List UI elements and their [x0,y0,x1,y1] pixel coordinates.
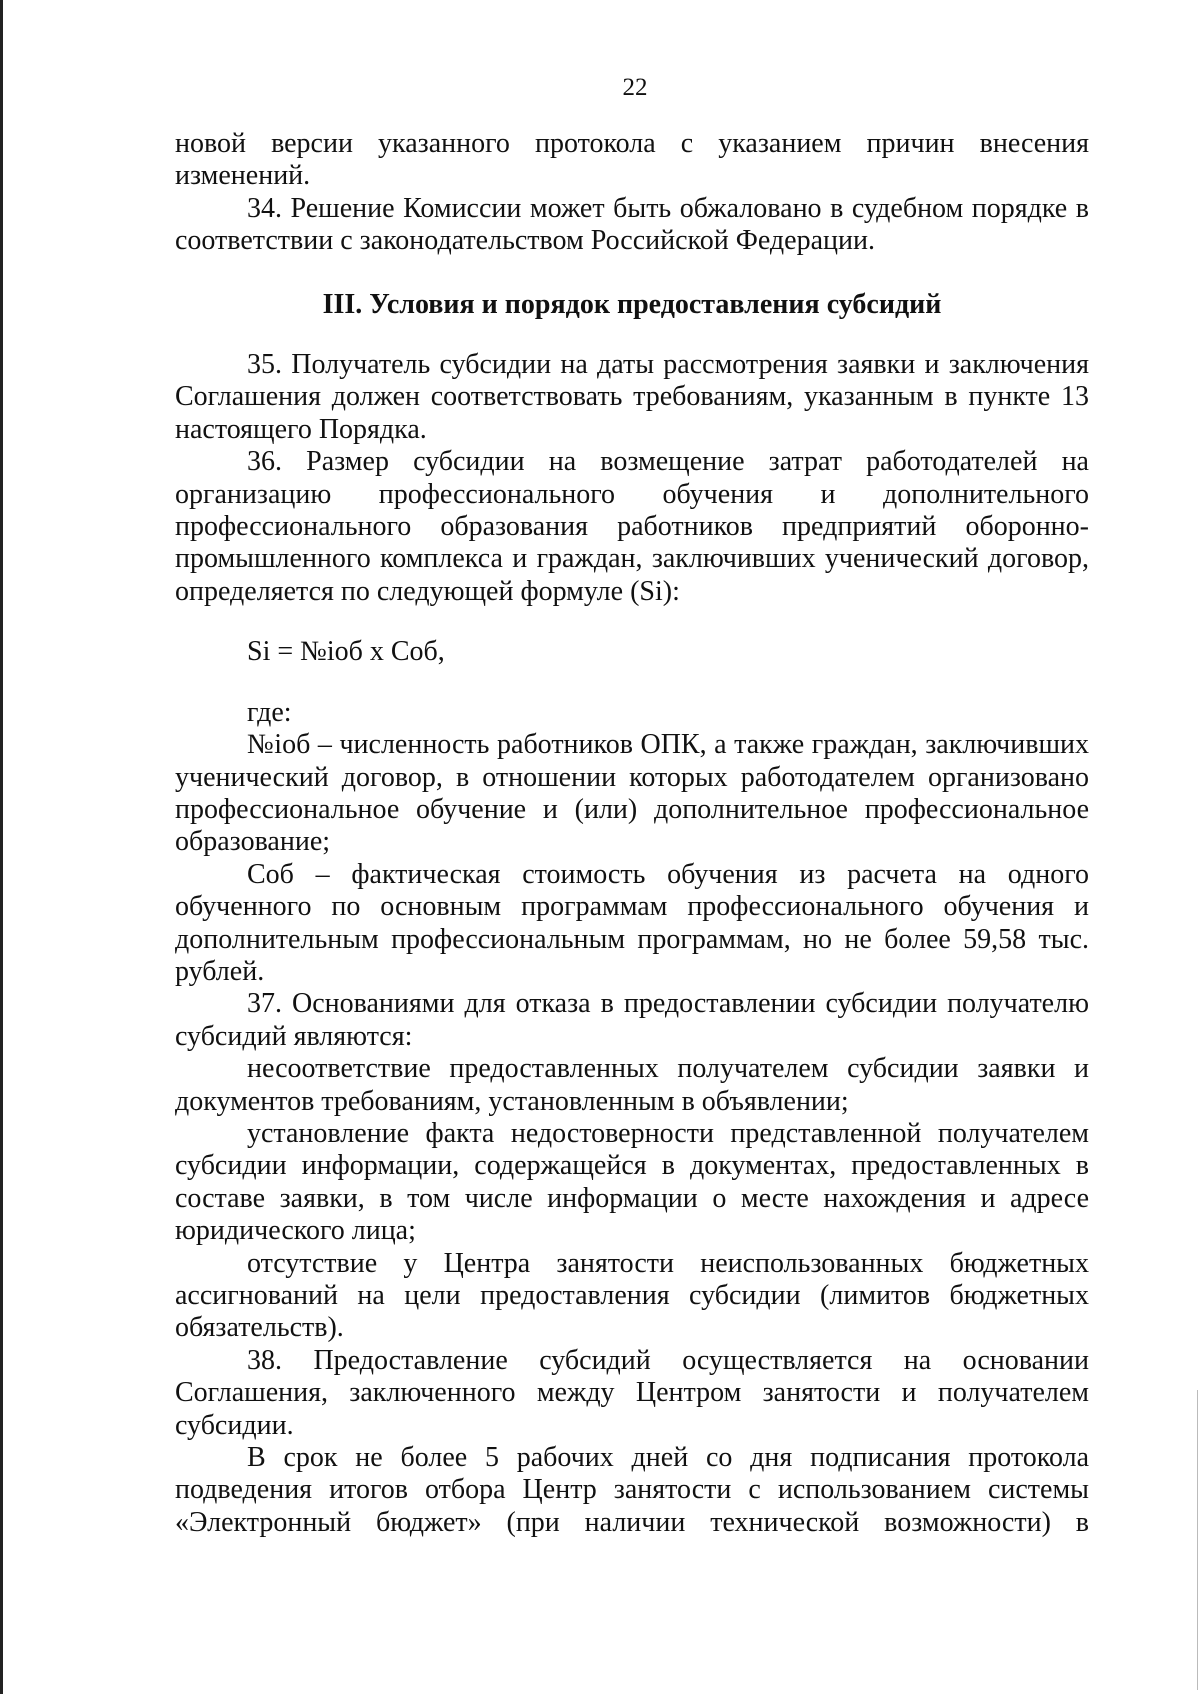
paragraph-37: 37. Основаниями для отказа в предоставлении субсидии получателю субсидий являются: [175,988,1089,1052]
paragraph-36: 36. Размер субсидии на возмещение затрат работодателей на организацию профессионального обучения и дополнительного профессионального образования работников предприятий оборонно-промышленного комплекса и граждан, заключивших ученический договор, определяется по следующей формуле (Si): [175,446,1089,607]
paragraph-37-item-3: отсутствие у Центра занятости неиспользованных бюджетных ассигнований на цели предоставления субсидии (лимитов бюджетных обязательств). [175,1247,1089,1344]
formula: Si = №iоб х Cоб, [247,636,445,668]
section-heading: III. Условия и порядок предоставления субсидий [322,288,942,320]
paragraph-37-item-2: установление факта недостоверности представленной получателем субсидии информации, содержащейся в документах, предоставленных в составе заявки, в том числе информации о месте нахождения и адресе юридического лица; [175,1117,1089,1247]
paragraph-intro-line-1: новой версии указанного протокола с указанием причин внесения [175,128,1089,159]
paragraph-37-item-1: несоответствие предоставленных получателем субсидии заявки и документов требованиям, установленным в объявлении; [175,1053,1089,1117]
scan-right-edge [1197,1390,1198,1690]
paragraph-intro-line-2: изменений. [175,160,311,192]
definition-noib: №iоб – численность работников ОПК, а также граждан, заключивших ученический договор, в отношении которых работодателем организовано профессиональное обучение и (или) дополнительное профессиональное образование; [175,729,1089,858]
paragraph-38-continuation: В срок не более 5 рабочих дней со дня подписания протокола подведения итогов отбора Центр занятости с использованием системы «Электронный бюджет» (при наличии технической возможности) в [175,1442,1089,1538]
paragraph-35: 35. Получатель субсидии на даты рассмотрения заявки и заключения Соглашения должен соответствовать требованиям, указанным в пункте 13 настоящего Порядка. [175,349,1089,445]
document-body [175,128,1089,1539]
scan-left-edge [0,0,3,1694]
paragraph-34: 34. Решение Комиссии может быть обжаловано в судебном порядке в соответствии с законодательством Российской Федерации. [175,192,1089,257]
where-label: где: [247,696,292,728]
paragraph-38: 38. Предоставление субсидий осуществляется на основании Соглашения, заключенного между Центром занятости и получателем субсидии. [175,1344,1089,1441]
page-number: 22 [622,74,648,101]
definition-cob: Соб – фактическая стоимость обучения из расчета на одного обученного по основным программам профессионального обучения и дополнительным профессиональным программам, но не более 59,58 тыс. рублей. [175,858,1089,987]
